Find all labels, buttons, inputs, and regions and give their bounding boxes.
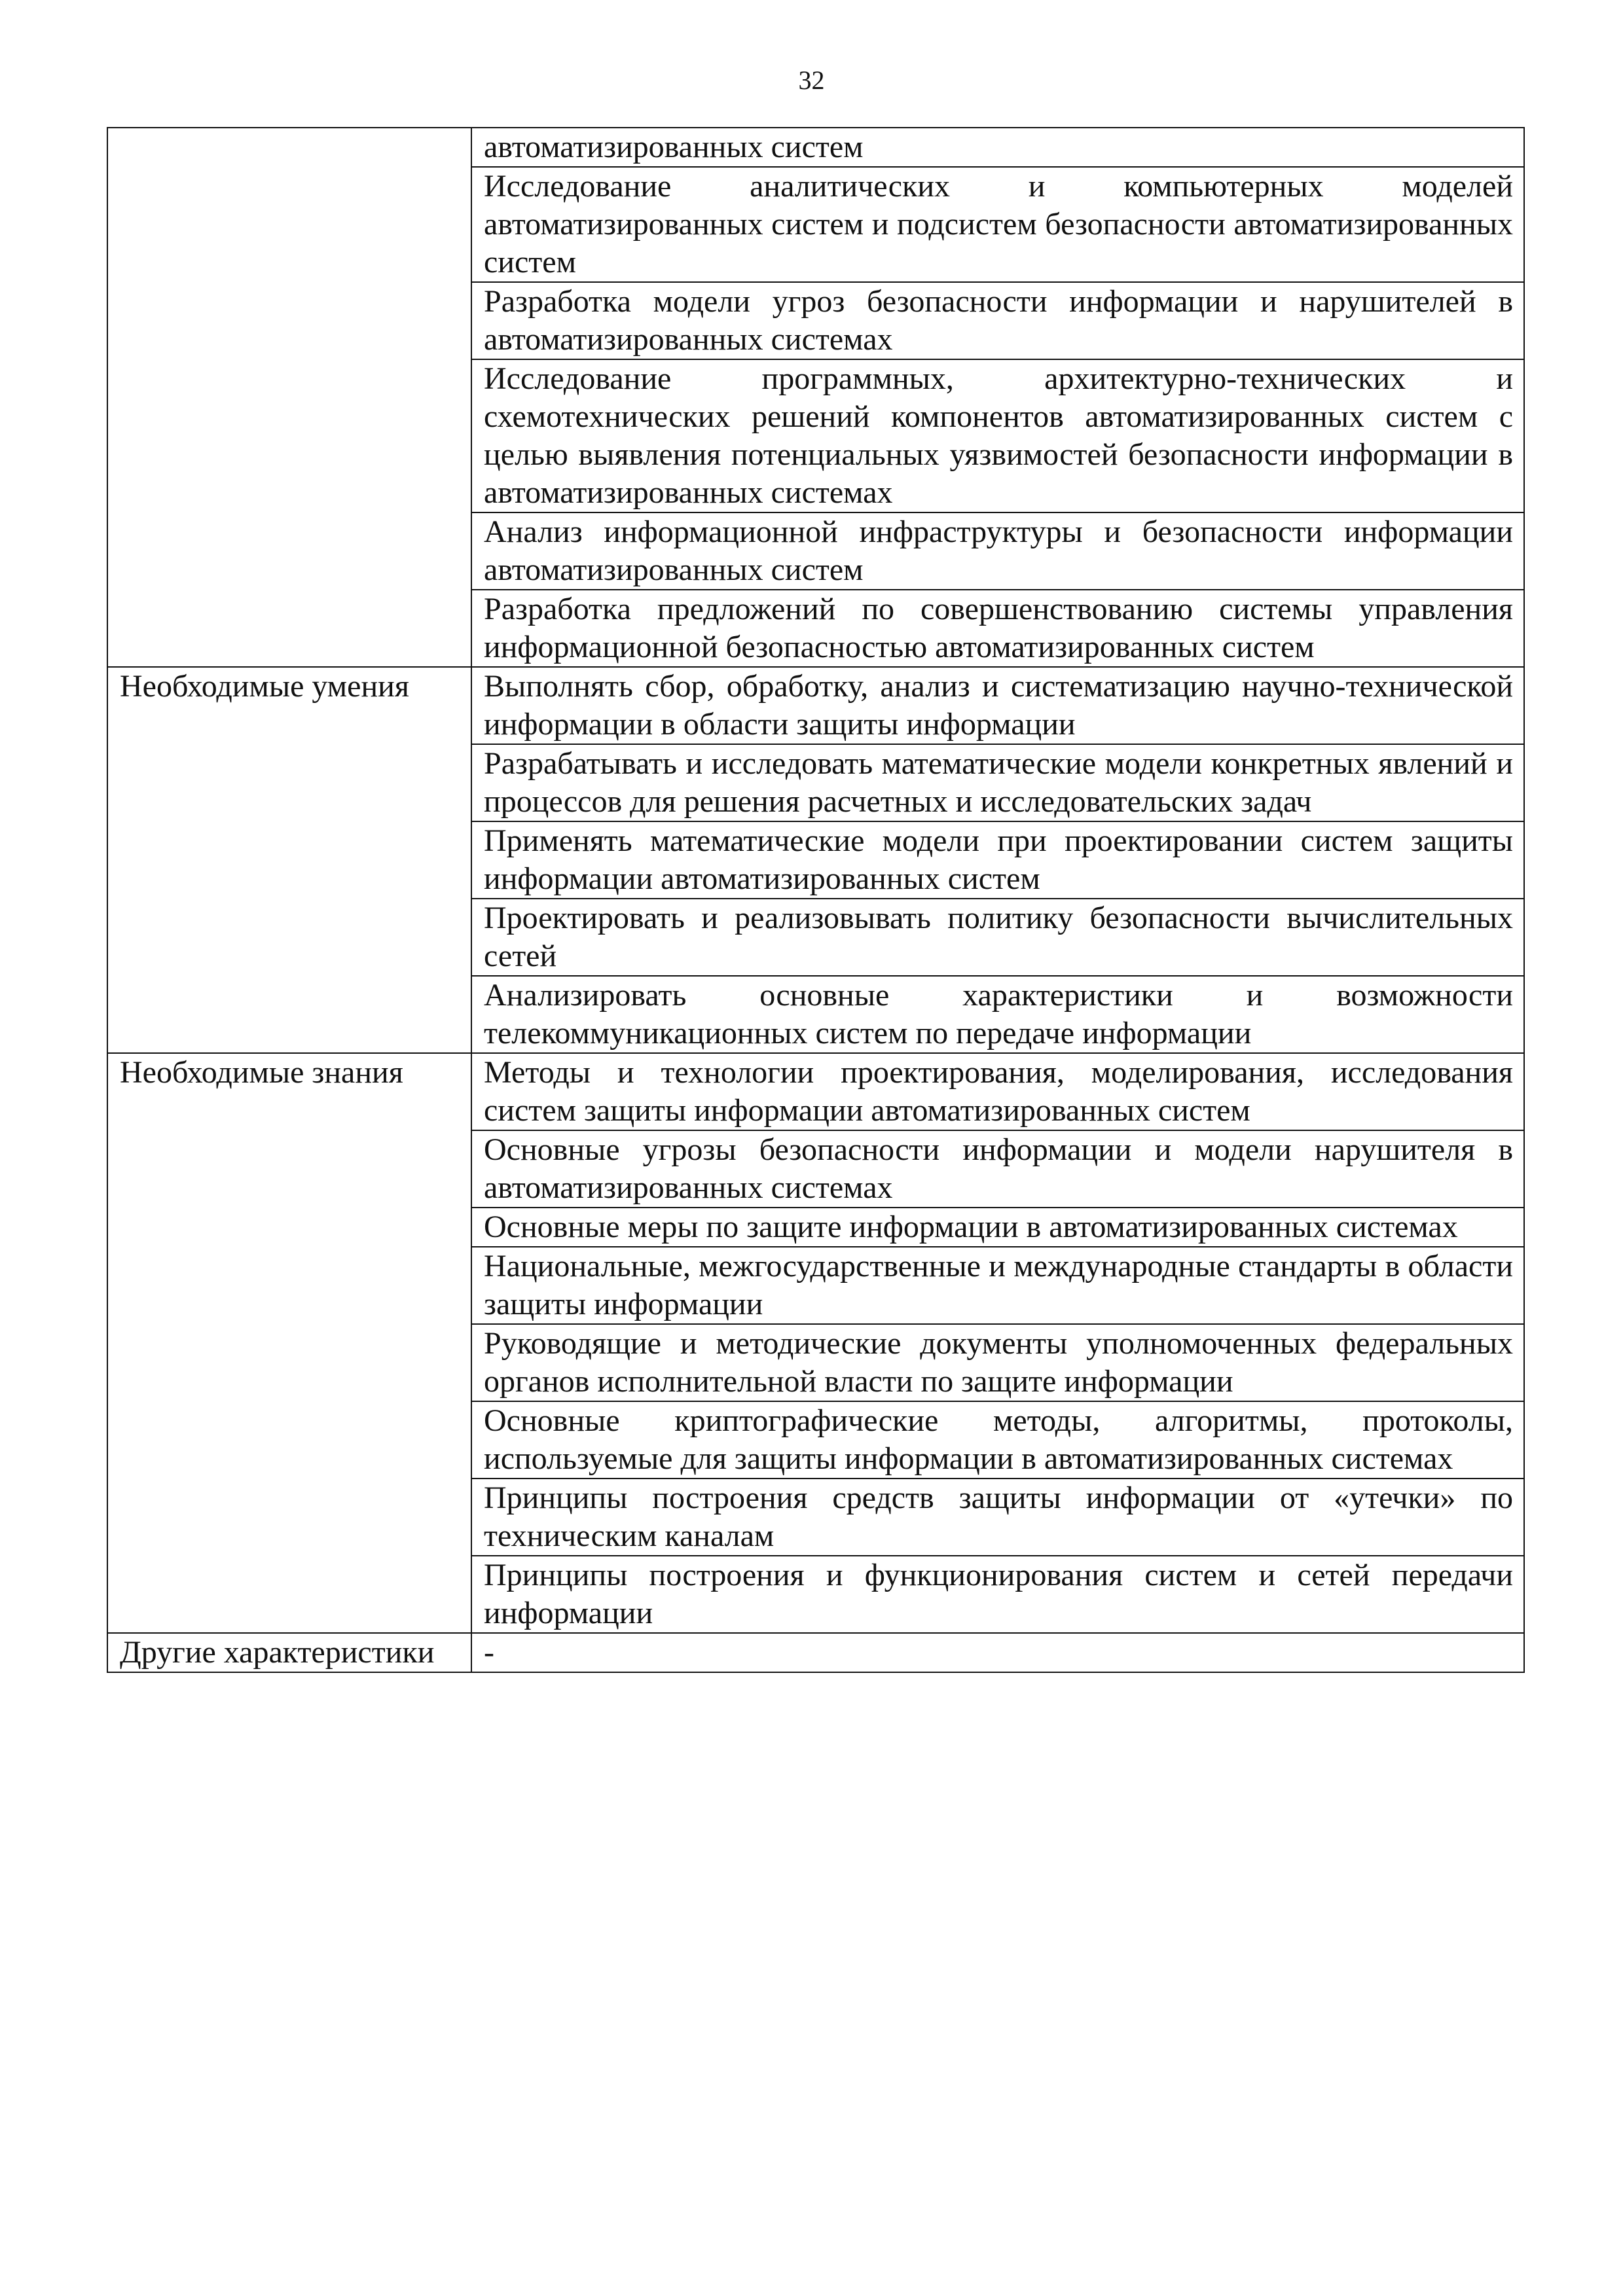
table-cell: Разработка предложений по совершенствованию системы управления информационной безопасностью автоматизированных систем: [471, 590, 1524, 667]
table-row: [107, 590, 1524, 667]
table-cell: Исследование программных, архитектурно-технических и схемотехнических решений компонентов автоматизированных систем с целью выявления потенциальных уязвимостей безопасности информации в автоматизированных системах: [471, 359, 1524, 512]
table-cell: автоматизированных систем: [471, 128, 1524, 167]
table-cell: Основные криптографические методы, алгоритмы, протоколы, используемые для защиты информации в автоматизированных системах: [471, 1401, 1524, 1479]
competency-table: [107, 127, 1525, 1673]
table-cell: Проектировать и реализовывать политику безопасности вычислительных сетей: [471, 899, 1524, 976]
other-label: Другие характеристики: [107, 1633, 471, 1672]
row-label-empty: [107, 167, 471, 282]
page-number: 32: [798, 65, 825, 95]
table-row: [107, 1633, 1524, 1672]
skills-label: Необходимые умения: [107, 667, 471, 1053]
table-cell: Разработка модели угроз безопасности информации и нарушителей в автоматизированных системах: [471, 282, 1524, 359]
table-row: [107, 667, 1524, 744]
table-cell: Анализировать основные характеристики и возможности телекоммуникационных систем по передаче информации: [471, 976, 1524, 1053]
table-row: [107, 167, 1524, 282]
knowledge-label: Необходимые знания: [107, 1053, 471, 1633]
table-cell: Анализ информационной инфраструктуры и безопасности информации автоматизированных систем: [471, 512, 1524, 590]
table-cell: Принципы построения и функционирования систем и сетей передачи информации: [471, 1556, 1524, 1633]
table-cell: Национальные, межгосударственные и международные стандарты в области защиты информации: [471, 1247, 1524, 1324]
table-row: [107, 359, 1524, 512]
table-cell: Основные меры по защите информации в автоматизированных системах: [471, 1208, 1524, 1247]
row-label-empty: [107, 282, 471, 359]
table-cell: Применять математические модели при проектировании систем защиты информации автоматизированных систем: [471, 821, 1524, 899]
table-cell: Выполнять сбор, обработку, анализ и систематизацию научно-технической информации в области защиты информации: [471, 667, 1524, 744]
row-label-empty: [107, 359, 471, 512]
table-row: [107, 282, 1524, 359]
table-row: [107, 128, 1524, 167]
table-cell: Исследование аналитических и компьютерных моделей автоматизированных систем и подсистем безопасности автоматизированных систем: [471, 167, 1524, 282]
table-cell: Основные угрозы безопасности информации и модели нарушителя в автоматизированных системах: [471, 1130, 1524, 1208]
table-cell: Методы и технологии проектирования, моделирования, исследования систем защиты информации автоматизированных систем: [471, 1053, 1524, 1130]
table-cell: Разрабатывать и исследовать математические модели конкретных явлений и процессов для решения расчетных и исследовательских задач: [471, 744, 1524, 821]
row-label-empty: [107, 590, 471, 667]
table-cell: Принципы построения средств защиты информации от «утечки» по техническим каналам: [471, 1479, 1524, 1556]
row-label-empty: [107, 512, 471, 590]
table-cell: Руководящие и методические документы уполномоченных федеральных органов исполнительной власти по защите информации: [471, 1324, 1524, 1401]
table-row: [107, 1053, 1524, 1130]
other-value: -: [471, 1633, 1524, 1672]
row-label-empty: [107, 128, 471, 167]
table-row: [107, 512, 1524, 590]
